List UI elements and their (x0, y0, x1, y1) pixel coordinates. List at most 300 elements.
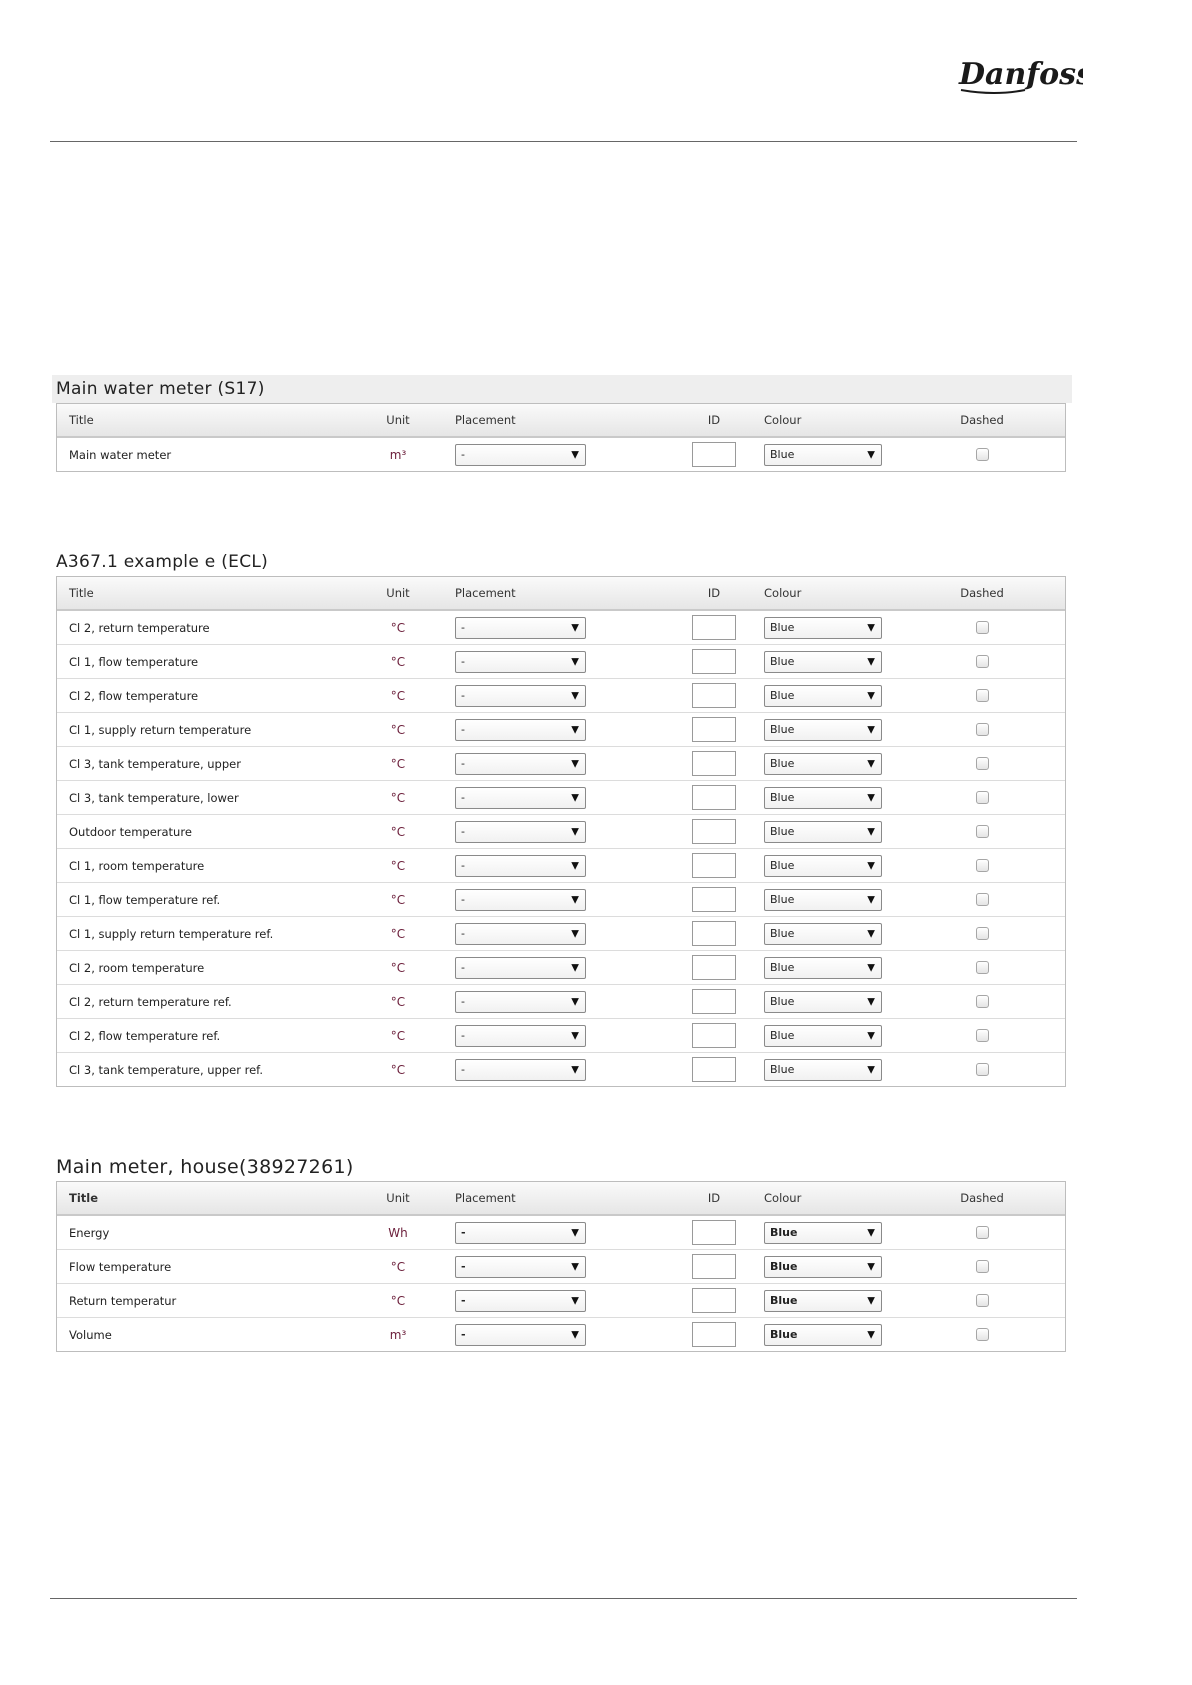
colour-value: Blue (770, 1328, 798, 1341)
dashed-cell (957, 679, 1007, 712)
placement-select[interactable] (455, 1222, 586, 1244)
row-unit (373, 1284, 423, 1317)
dashed-checkbox[interactable] (976, 621, 989, 634)
id-input[interactable] (692, 887, 736, 912)
placement-select[interactable] (455, 787, 586, 809)
colour-select[interactable] (764, 1059, 882, 1081)
unit-value: °C (390, 1062, 406, 1077)
colour-value: Blue (770, 723, 795, 736)
placement-cell (455, 1250, 595, 1283)
colour-cell (764, 815, 894, 848)
colour-value: Blue (770, 1029, 795, 1042)
dropdown-arrow-icon: ▼ (571, 1030, 579, 1041)
table-row (57, 848, 1065, 882)
id-input[interactable] (692, 1254, 736, 1279)
dashed-checkbox[interactable] (976, 1328, 989, 1341)
row-title: Cl 3, tank temperature, lower (69, 790, 239, 805)
column-dashed: Dashed (960, 413, 1004, 427)
column-colour: Colour (764, 1191, 802, 1205)
colour-select[interactable] (764, 1324, 882, 1346)
row-unit (373, 1216, 423, 1249)
id-input[interactable] (692, 751, 736, 776)
colour-value: Blue (770, 1063, 795, 1076)
id-cell (691, 1250, 737, 1283)
dashed-checkbox[interactable] (976, 689, 989, 702)
table-row (57, 1317, 1065, 1351)
unit-value: °C (390, 1293, 406, 1308)
unit-value: °C (390, 960, 406, 975)
column-title: Title (69, 413, 94, 427)
colour-select[interactable] (764, 444, 882, 466)
column-id: ID (707, 1191, 721, 1205)
unit-value: °C (390, 688, 406, 703)
dropdown-arrow-icon: ▼ (571, 860, 579, 871)
dropdown-arrow-icon: ▼ (571, 996, 579, 1007)
row-title: Cl 1, room temperature (69, 858, 205, 873)
unit-value: m³ (389, 1327, 407, 1342)
row-unit (373, 883, 423, 916)
placement-select[interactable] (455, 957, 586, 979)
dashed-checkbox[interactable] (976, 893, 989, 906)
colour-cell (764, 679, 894, 712)
dashed-cell (957, 1019, 1007, 1052)
id-cell (691, 849, 737, 882)
dashed-checkbox[interactable] (976, 1294, 989, 1307)
colour-value: Blue (770, 448, 795, 461)
dropdown-arrow-icon: ▼ (571, 962, 579, 973)
placement-select[interactable] (455, 719, 586, 741)
dashed-cell (957, 611, 1007, 644)
colour-cell (764, 713, 894, 746)
id-cell (691, 883, 737, 916)
unit-value: °C (390, 824, 406, 839)
placement-cell (455, 1053, 595, 1086)
id-cell (691, 747, 737, 780)
placement-select[interactable] (455, 1025, 586, 1047)
id-cell (691, 917, 737, 950)
colour-value: Blue (770, 825, 795, 838)
dropdown-arrow-icon: ▼ (867, 1227, 875, 1238)
table-row (57, 984, 1065, 1018)
id-input[interactable] (692, 853, 736, 878)
dashed-checkbox[interactable] (976, 757, 989, 770)
placement-cell (455, 985, 595, 1018)
id-cell (691, 815, 737, 848)
table-row (57, 644, 1065, 678)
row-title: Volume (69, 1327, 112, 1342)
id-cell (691, 645, 737, 678)
row-unit (373, 1250, 423, 1283)
id-input[interactable] (692, 442, 736, 467)
placement-select[interactable] (455, 753, 586, 775)
meter-table (56, 576, 1066, 1087)
dropdown-arrow-icon: ▼ (571, 1261, 579, 1272)
unit-value: °C (390, 654, 406, 669)
id-cell (691, 951, 737, 984)
colour-select[interactable] (764, 685, 882, 707)
placement-cell (455, 815, 595, 848)
colour-select[interactable] (764, 1222, 882, 1244)
row-unit (373, 747, 423, 780)
placement-value: - (461, 1294, 466, 1307)
row-title: Cl 3, tank temperature, upper (69, 756, 241, 771)
dropdown-arrow-icon: ▼ (571, 724, 579, 735)
placement-select[interactable] (455, 1256, 586, 1278)
column-unit: Unit (386, 1191, 410, 1205)
id-cell (691, 781, 737, 814)
svg-text:Danfoss: Danfoss (959, 57, 1083, 92)
dashed-checkbox[interactable] (976, 927, 989, 940)
placement-value: - (461, 825, 465, 838)
dropdown-arrow-icon: ▼ (571, 1329, 579, 1340)
table-row (57, 1216, 1065, 1249)
unit-value: °C (390, 858, 406, 873)
dropdown-arrow-icon: ▼ (571, 690, 579, 701)
placement-cell (455, 1019, 595, 1052)
dashed-checkbox[interactable] (976, 961, 989, 974)
section-main-water-meter (52, 375, 1072, 472)
colour-select[interactable] (764, 753, 882, 775)
placement-cell (455, 883, 595, 916)
dropdown-arrow-icon: ▼ (867, 656, 875, 667)
dashed-checkbox[interactable] (976, 825, 989, 838)
id-cell (691, 1216, 737, 1249)
colour-value: Blue (770, 893, 795, 906)
colour-value: Blue (770, 791, 795, 804)
column-placement: Placement (455, 1191, 516, 1205)
id-input[interactable] (692, 785, 736, 810)
colour-cell (764, 951, 894, 984)
row-unit (373, 679, 423, 712)
unit-value: °C (390, 790, 406, 805)
colour-select[interactable] (764, 1290, 882, 1312)
placement-select[interactable] (455, 685, 586, 707)
row-title: Energy (69, 1225, 110, 1240)
placement-select[interactable] (455, 651, 586, 673)
table-row (57, 712, 1065, 746)
colour-cell (764, 883, 894, 916)
colour-value: Blue (770, 655, 795, 668)
row-title: Cl 2, room temperature (69, 960, 205, 975)
section-title: A367.1 example e (ECL) (56, 552, 269, 572)
colour-cell (764, 1284, 894, 1317)
section-main-meter-house (52, 1153, 1072, 1352)
colour-cell (764, 781, 894, 814)
dropdown-arrow-icon: ▼ (867, 1329, 875, 1340)
placement-value: - (461, 621, 465, 634)
placement-value: - (461, 1063, 465, 1076)
column-colour: Colour (764, 586, 802, 600)
colour-value: Blue (770, 859, 795, 872)
dropdown-arrow-icon: ▼ (867, 860, 875, 871)
id-input[interactable] (692, 819, 736, 844)
id-input[interactable] (692, 649, 736, 674)
dropdown-arrow-icon: ▼ (571, 1227, 579, 1238)
row-title: Cl 1, flow temperature (69, 654, 199, 669)
placement-value: - (461, 893, 465, 906)
colour-cell (764, 645, 894, 678)
dropdown-arrow-icon: ▼ (867, 1064, 875, 1075)
row-title: Cl 2, flow temperature (69, 688, 199, 703)
table-header (57, 577, 1065, 611)
meter-table (56, 1181, 1066, 1352)
row-unit (373, 1019, 423, 1052)
id-input[interactable] (692, 955, 736, 980)
id-cell (691, 438, 737, 471)
colour-cell (764, 1053, 894, 1086)
id-input[interactable] (692, 615, 736, 640)
dropdown-arrow-icon: ▼ (867, 962, 875, 973)
placement-cell (455, 438, 595, 471)
column-title: Title (69, 1191, 99, 1205)
dropdown-arrow-icon: ▼ (571, 792, 579, 803)
row-title: Cl 1, supply return temperature ref. (69, 926, 274, 941)
dashed-cell (957, 1318, 1007, 1351)
colour-cell (764, 438, 894, 471)
id-input[interactable] (692, 1288, 736, 1313)
placement-value: - (461, 927, 465, 940)
dashed-cell (957, 1250, 1007, 1283)
dropdown-arrow-icon: ▼ (571, 656, 579, 667)
dropdown-arrow-icon: ▼ (867, 724, 875, 735)
table-row (57, 916, 1065, 950)
table-row (57, 1249, 1065, 1283)
colour-select[interactable] (764, 957, 882, 979)
colour-value: Blue (770, 961, 795, 974)
dropdown-arrow-icon: ▼ (571, 1064, 579, 1075)
table-row (57, 438, 1065, 471)
table-row (57, 882, 1065, 916)
dashed-checkbox[interactable] (976, 1029, 989, 1042)
colour-select[interactable] (764, 991, 882, 1013)
dashed-checkbox[interactable] (976, 859, 989, 872)
dashed-cell (957, 951, 1007, 984)
table-row (57, 611, 1065, 644)
table-row (57, 780, 1065, 814)
row-unit (373, 849, 423, 882)
id-input[interactable] (692, 717, 736, 742)
unit-value: °C (390, 756, 406, 771)
dashed-cell (957, 1284, 1007, 1317)
placement-select[interactable] (455, 821, 586, 843)
row-unit (373, 1053, 423, 1086)
placement-value: - (461, 1226, 466, 1239)
dropdown-arrow-icon: ▼ (867, 449, 875, 460)
dropdown-arrow-icon: ▼ (571, 758, 579, 769)
placement-cell (455, 1284, 595, 1317)
dropdown-arrow-icon: ▼ (867, 792, 875, 803)
dropdown-arrow-icon: ▼ (867, 758, 875, 769)
dashed-cell (957, 849, 1007, 882)
dashed-checkbox[interactable] (976, 655, 989, 668)
table-row (57, 1018, 1065, 1052)
id-cell (691, 679, 737, 712)
dropdown-arrow-icon: ▼ (867, 826, 875, 837)
dropdown-arrow-icon: ▼ (867, 1030, 875, 1041)
placement-value: - (461, 1328, 466, 1341)
dashed-checkbox[interactable] (976, 1063, 989, 1076)
id-cell (691, 611, 737, 644)
dropdown-arrow-icon: ▼ (867, 928, 875, 939)
colour-value: Blue (770, 757, 795, 770)
dashed-checkbox[interactable] (976, 448, 989, 461)
section-a367-example (52, 548, 1072, 1087)
dropdown-arrow-icon: ▼ (571, 826, 579, 837)
column-dashed: Dashed (960, 1191, 1004, 1205)
row-unit (373, 713, 423, 746)
dropdown-arrow-icon: ▼ (571, 1295, 579, 1306)
dashed-cell (957, 917, 1007, 950)
column-unit: Unit (386, 586, 410, 600)
id-cell (691, 713, 737, 746)
id-input[interactable] (692, 989, 736, 1014)
colour-cell (764, 611, 894, 644)
row-unit (373, 438, 423, 471)
column-unit: Unit (386, 413, 410, 427)
colour-value: Blue (770, 995, 795, 1008)
table-row (57, 950, 1065, 984)
colour-select[interactable] (764, 855, 882, 877)
placement-value: - (461, 961, 465, 974)
unit-value: °C (390, 926, 406, 941)
column-colour: Colour (764, 413, 802, 427)
colour-select[interactable] (764, 889, 882, 911)
colour-select[interactable] (764, 1256, 882, 1278)
placement-select[interactable] (455, 1324, 586, 1346)
id-input[interactable] (692, 1220, 736, 1245)
placement-cell (455, 747, 595, 780)
colour-value: Blue (770, 1294, 798, 1307)
id-input[interactable] (692, 1057, 736, 1082)
dropdown-arrow-icon: ▼ (571, 928, 579, 939)
table-row (57, 1283, 1065, 1317)
placement-value: - (461, 448, 465, 461)
placement-select[interactable] (455, 889, 586, 911)
placement-select[interactable] (455, 991, 586, 1013)
colour-select[interactable] (764, 617, 882, 639)
section-title: Main water meter (S17) (56, 379, 265, 399)
dashed-checkbox[interactable] (976, 723, 989, 736)
placement-cell (455, 781, 595, 814)
id-input[interactable] (692, 1322, 736, 1347)
placement-select[interactable] (455, 617, 586, 639)
row-title: Cl 2, return temperature ref. (69, 994, 232, 1009)
dashed-checkbox[interactable] (976, 791, 989, 804)
row-unit (373, 917, 423, 950)
dropdown-arrow-icon: ▼ (867, 690, 875, 701)
row-title: Outdoor temperature (69, 824, 192, 839)
id-input[interactable] (692, 1023, 736, 1048)
id-cell (691, 1053, 737, 1086)
dashed-cell (957, 438, 1007, 471)
placement-select[interactable] (455, 444, 586, 466)
dropdown-arrow-icon: ▼ (571, 622, 579, 633)
placement-select[interactable] (455, 855, 586, 877)
dropdown-arrow-icon: ▼ (867, 1295, 875, 1306)
dashed-cell (957, 747, 1007, 780)
table-row (57, 1052, 1065, 1086)
colour-value: Blue (770, 1260, 798, 1273)
id-cell (691, 1019, 737, 1052)
dashed-cell (957, 713, 1007, 746)
dashed-cell (957, 1216, 1007, 1249)
row-title: Return temperatur (69, 1293, 177, 1308)
placement-cell (455, 951, 595, 984)
placement-cell (455, 1318, 595, 1351)
placement-cell (455, 713, 595, 746)
placement-select[interactable] (455, 1059, 586, 1081)
placement-value: - (461, 655, 465, 668)
colour-select[interactable] (764, 719, 882, 741)
row-title: Cl 2, flow temperature ref. (69, 1028, 221, 1043)
colour-select[interactable] (764, 787, 882, 809)
section-title: Main meter, house(38927261) (56, 1156, 354, 1178)
placement-select[interactable] (455, 923, 586, 945)
dropdown-arrow-icon: ▼ (867, 894, 875, 905)
unit-value: °C (390, 722, 406, 737)
dropdown-arrow-icon: ▼ (571, 449, 579, 460)
row-unit (373, 611, 423, 644)
colour-value: Blue (770, 927, 795, 940)
column-title: Title (69, 586, 94, 600)
column-placement: Placement (455, 586, 516, 600)
row-title: Cl 1, flow temperature ref. (69, 892, 221, 907)
dashed-checkbox[interactable] (976, 1226, 989, 1239)
colour-select[interactable] (764, 651, 882, 673)
colour-value: Blue (770, 1226, 798, 1239)
row-unit (373, 645, 423, 678)
dashed-cell (957, 815, 1007, 848)
dashed-cell (957, 781, 1007, 814)
dashed-checkbox[interactable] (976, 995, 989, 1008)
placement-cell (455, 611, 595, 644)
id-input[interactable] (692, 921, 736, 946)
table-row (57, 678, 1065, 712)
colour-select[interactable] (764, 1025, 882, 1047)
row-unit (373, 951, 423, 984)
dashed-cell (957, 1053, 1007, 1086)
placement-select[interactable] (455, 1290, 586, 1312)
id-input[interactable] (692, 683, 736, 708)
unit-value: °C (390, 620, 406, 635)
colour-cell (764, 1318, 894, 1351)
dashed-cell (957, 985, 1007, 1018)
placement-value: - (461, 689, 465, 702)
colour-select[interactable] (764, 821, 882, 843)
placement-cell (455, 645, 595, 678)
dashed-cell (957, 645, 1007, 678)
column-dashed: Dashed (960, 586, 1004, 600)
placement-cell (455, 1216, 595, 1249)
footer-divider (50, 1598, 1077, 1599)
colour-select[interactable] (764, 923, 882, 945)
placement-value: - (461, 1260, 466, 1273)
meter-table (56, 403, 1066, 472)
placement-value: - (461, 995, 465, 1008)
placement-cell (455, 679, 595, 712)
placement-cell (455, 849, 595, 882)
colour-cell (764, 917, 894, 950)
colour-cell (764, 985, 894, 1018)
row-title: Cl 3, tank temperature, upper ref. (69, 1062, 264, 1077)
dropdown-arrow-icon: ▼ (571, 894, 579, 905)
table-row (57, 746, 1065, 780)
placement-value: - (461, 757, 465, 770)
id-cell (691, 1284, 737, 1317)
dashed-checkbox[interactable] (976, 1260, 989, 1273)
unit-value: °C (390, 892, 406, 907)
row-unit (373, 781, 423, 814)
